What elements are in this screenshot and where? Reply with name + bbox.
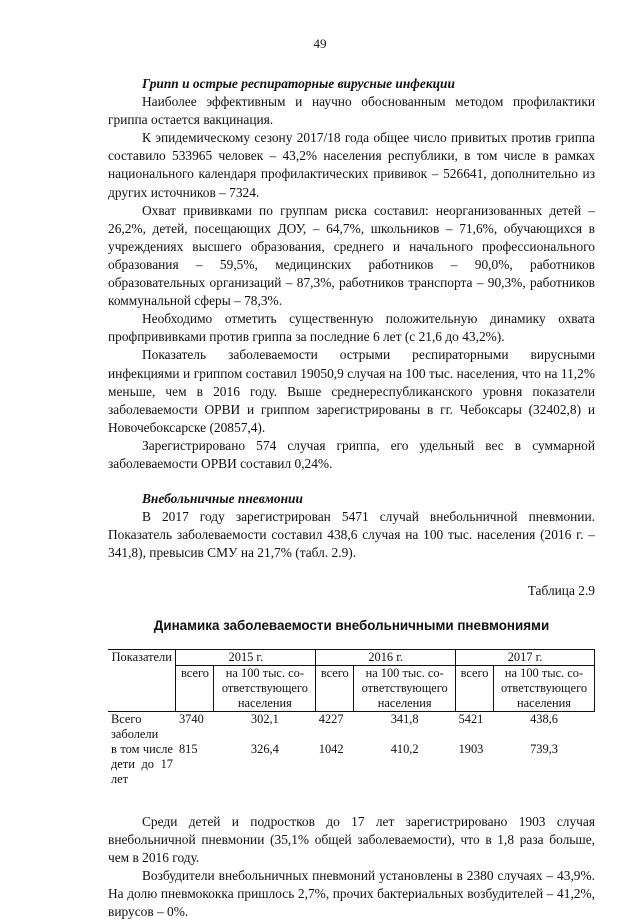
cell-total-2016: 1042 [318, 741, 344, 756]
table-row [108, 742, 595, 787]
spacer [108, 562, 595, 582]
cell-total-2015: 815 [178, 741, 198, 756]
header-year-2016: 2016 г. [316, 649, 456, 665]
cell-rate-2017: 438,6 [530, 711, 558, 726]
paragraph: Охват прививками по группам риска составил: неорганизованных детей – 26,2%, детей, посещающих ДОУ, – 64,7%, школьников – 71,6%, обучающихся в учреждениях высшего образования, среднего и начального профессионального образования – 59,5%, медицинских работников – 90,0%, работников образовательных организаций – 87,3%, работников транспорта – 90,3%, работников коммунальной сферы – 78,3%. [108, 202, 595, 309]
paragraph: Необходимо отметить существенную положительную динамику охвата профпрививками против гриппа за последние 6 лет (с 21,6 до 43,2%). [108, 311, 595, 345]
pneumonia-table [108, 649, 595, 787]
paragraph: Зарегистрировано 574 случая гриппа, его удельный вес в суммарной заболеваемости ОРВИ составил 0,24%. [108, 437, 595, 471]
row-label: Всего заболели [111, 711, 159, 741]
subheader-rate: на 100 тыс. соответствующего населения [354, 665, 456, 711]
subheader-total: всего [176, 665, 214, 711]
table-label: Таблица 2.9 [527, 583, 595, 599]
section-heading-influenza: Грипп и острые респираторные вирусные инфекции [142, 76, 455, 91]
cell-rate-2016: 341,8 [390, 711, 419, 726]
cell-total-2016: 4227 [318, 711, 344, 726]
paragraph: Возбудители внебольничных пневмоний установлены в 2380 случаях – 43,9%. На долю пневмококка пришлось 2,7%, прочих бактериальных возбудителей – 41,2%, вирусов – 0%. [108, 867, 595, 920]
section-spacer [108, 473, 595, 490]
cell-rate-2017: 739,3 [530, 741, 558, 756]
header-year-2015: 2015 г. [176, 649, 316, 665]
subheader-total: всего [456, 665, 494, 711]
subheader-total: всего [316, 665, 354, 711]
paragraph: Наиболее эффективным и научно обоснованным методом профилактики гриппа остается вакцинация. [108, 94, 595, 128]
spacer [108, 787, 595, 813]
subheader-rate: на 100 тыс. соответствующего населения [494, 665, 595, 711]
cell-total-2017: 5421 [458, 711, 484, 726]
subheader-rate: на 100 тыс. соответствующего населения [214, 665, 316, 711]
table-row [108, 711, 595, 742]
paragraph: Среди детей и подростков до 17 лет зарегистрировано 1903 случая внебольничной пневмонии (35,1% общей заболеваемости), что в 1,8 раза больше, чем в 2016 году. [108, 813, 595, 865]
cell-total-2015: 3740 [178, 711, 204, 726]
paragraph: Показатель заболеваемости острыми респираторными вирусными инфекциями и гриппом составил 19050,9 случая на 100 тыс. населения, что на 11,2% меньше, чем в 2016 году. Выше среднереспубликанского уровня показатели заболеваемости ОРВИ и гриппом зарегистрированы в гг. Чебоксары (32402,8) и Новочебоксарске (20857,4). [108, 347, 595, 435]
row-label: в том числе дети до 17 лет [111, 741, 173, 786]
spacer [108, 601, 595, 617]
cell-rate-2016: 410,2 [390, 741, 419, 756]
cell-rate-2015: 326,4 [250, 741, 279, 756]
page-number: 49 [313, 36, 327, 51]
paragraph: В 2017 году зарегистрирован 5471 случай внебольничной пневмонии. Показатель заболеваемости составил 438,6 случая на 100 тыс. населения (2016 г. – 341,8), превысив СМУ на 21,7% (табл. 2.9). [108, 509, 595, 561]
table-title: Динамика заболеваемости внебольничными пневмониями [153, 617, 550, 633]
cell-total-2017: 1903 [458, 741, 484, 756]
header-indicators: Показатели [108, 649, 176, 711]
page-content [108, 75, 595, 921]
cell-rate-2015: 302,1 [250, 711, 279, 726]
header-year-2017: 2017 г. [456, 649, 595, 665]
paragraph: К эпидемическому сезону 2017/18 года общее число привитых против гриппа составило 533965 человек – 43,2% населения республики, в том числе в рамках национального календаря профилактических прививок – 526641, дополнительно из других источников – 7324. [108, 130, 595, 200]
spacer [108, 635, 595, 649]
section-heading-pneumonia: Внебольничные пневмонии [142, 491, 303, 507]
